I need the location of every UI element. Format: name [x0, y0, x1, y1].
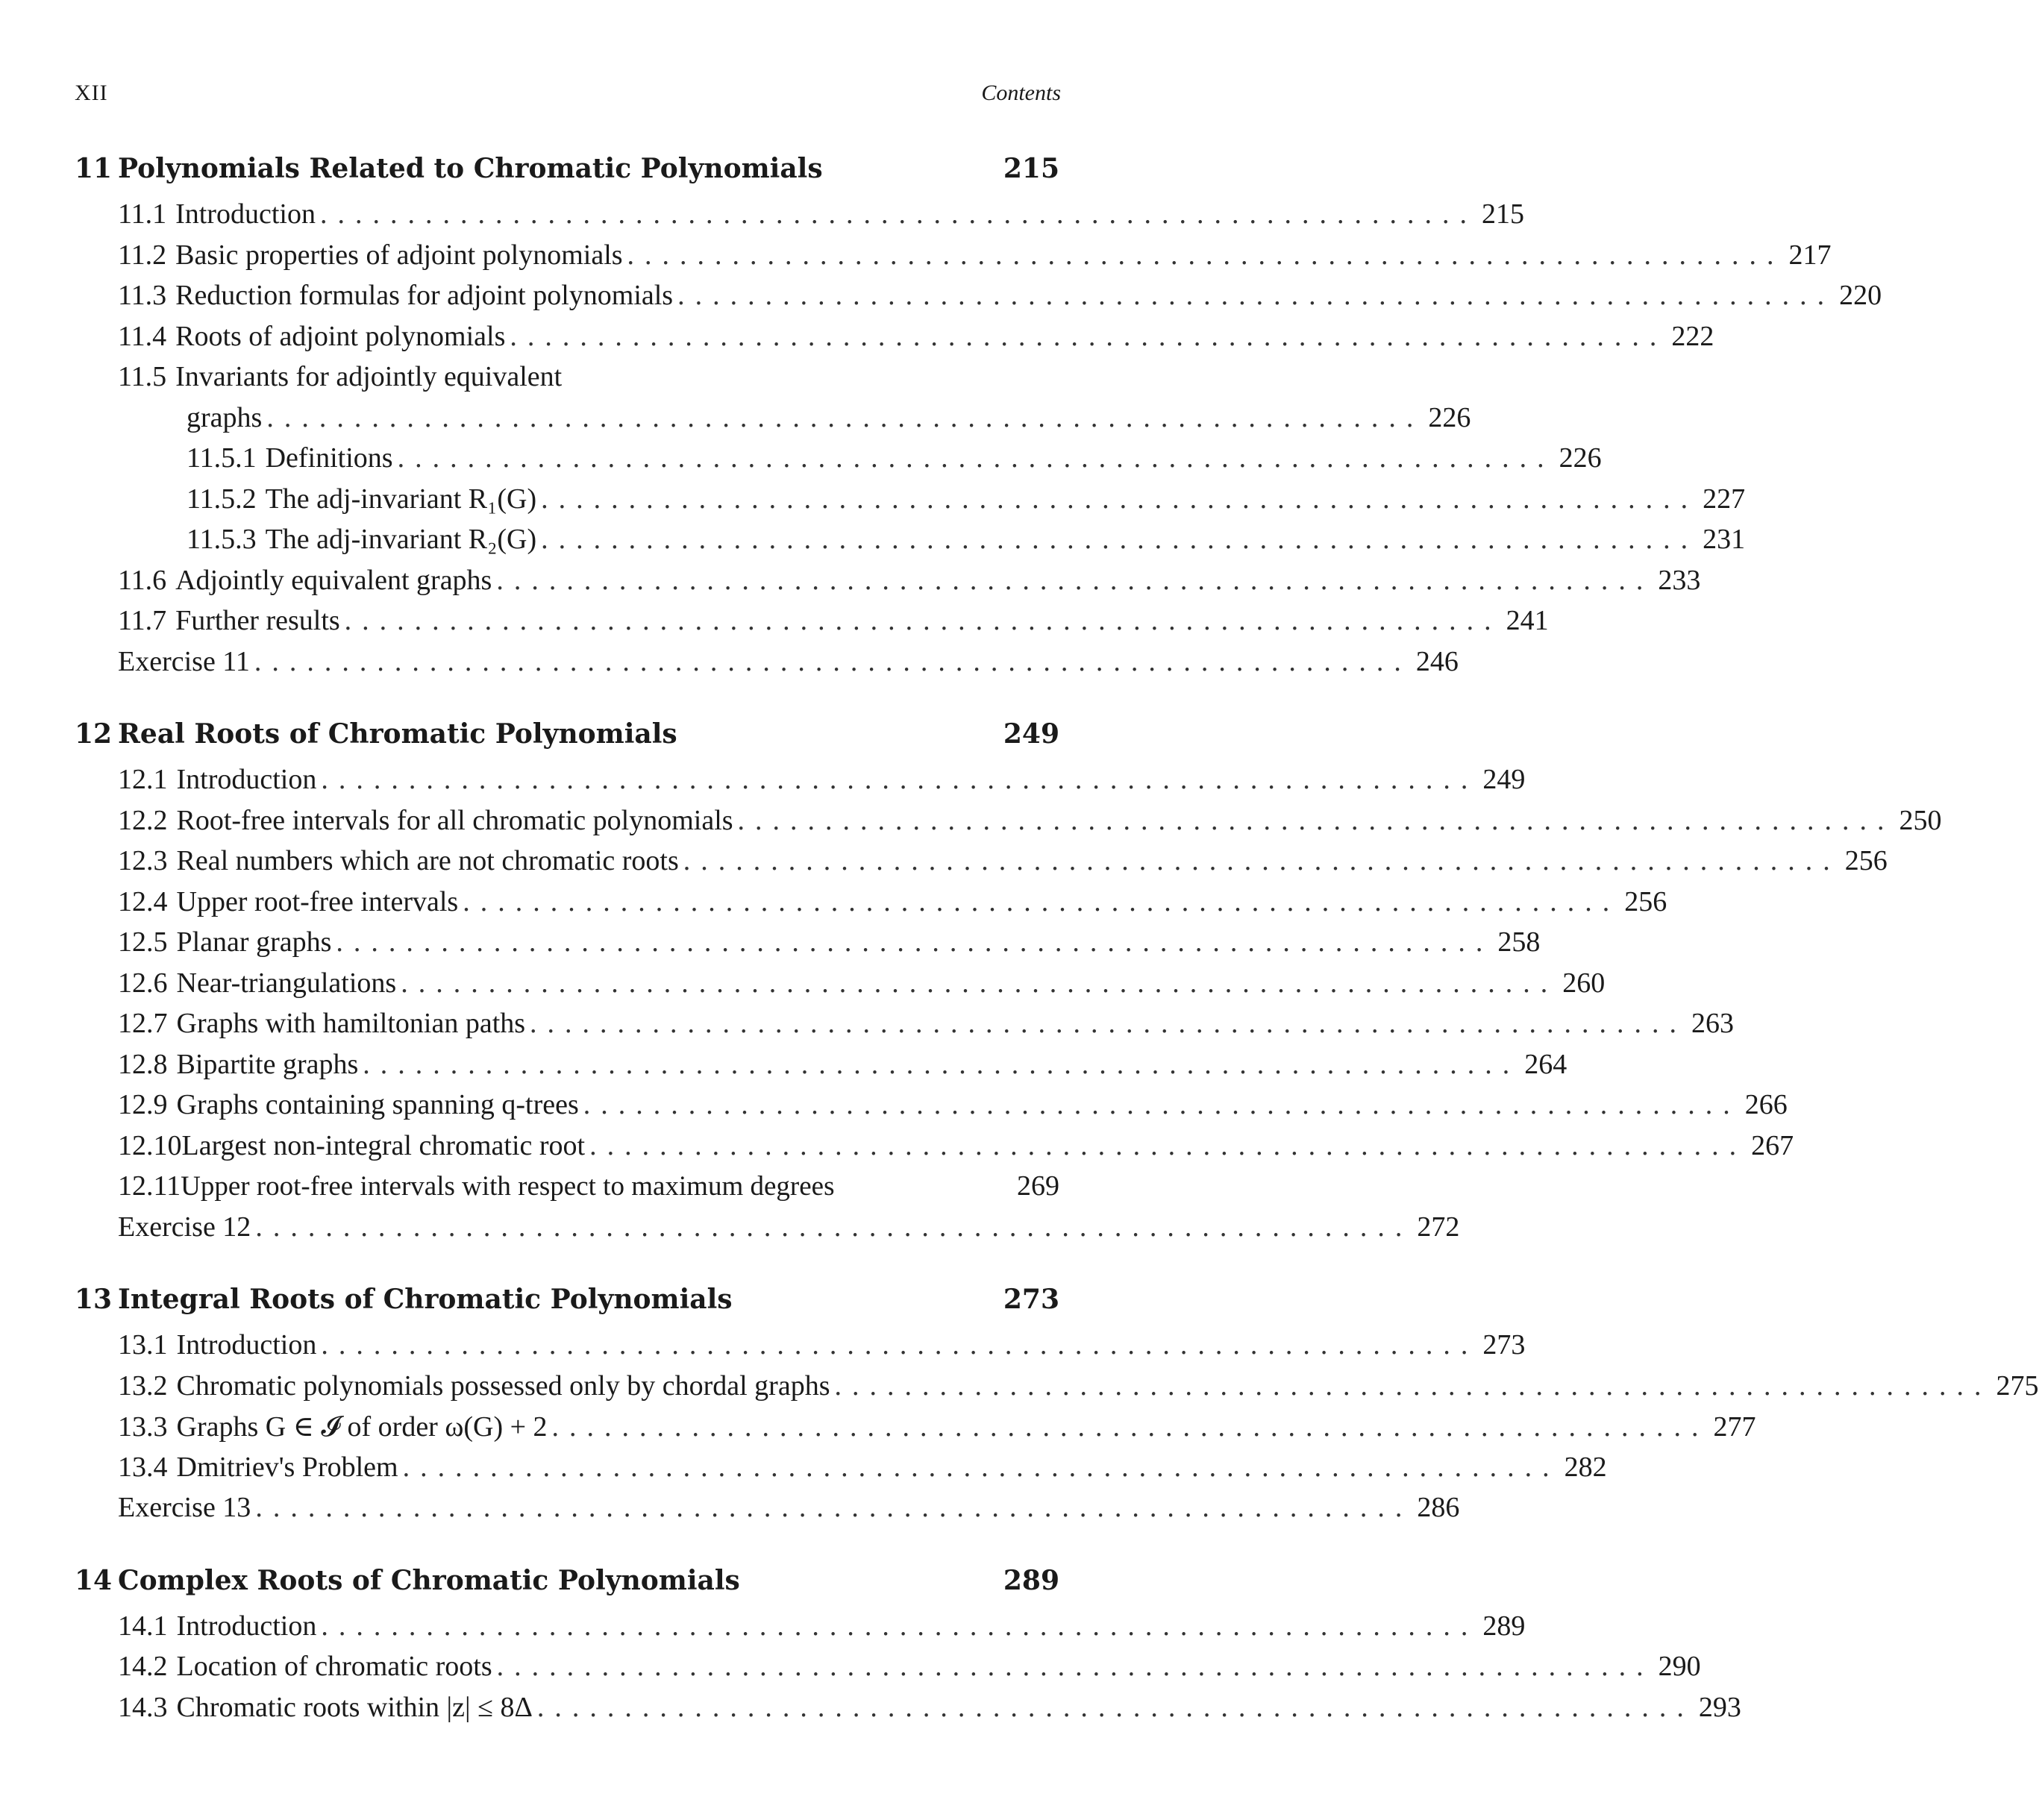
toc-entry[interactable]	[75, 1410, 1756, 1451]
section-page: 290	[1658, 1651, 1701, 1682]
toc-subentry[interactable]	[75, 442, 1602, 483]
section-title: Invariants for adjointly equivalent	[175, 361, 563, 392]
chapter-page: 249	[1003, 718, 1059, 750]
dot-leader: ..................................................................	[510, 320, 1667, 352]
chapter-title: Polynomials Related to Chromatic Polynomials	[118, 153, 823, 184]
section-number: 11.4	[118, 320, 167, 352]
toc-entry-continuation[interactable]	[75, 401, 1471, 442]
section-page: 217	[1788, 239, 1832, 271]
exercise-page: 246	[1415, 645, 1459, 677]
section-number: 14.3	[118, 1691, 168, 1723]
section-page: 273	[1482, 1329, 1526, 1361]
chapter-page: 273	[1003, 1284, 1059, 1315]
subsection-page: 231	[1703, 524, 1746, 555]
toc-exercise-entry[interactable]	[75, 1491, 1460, 1532]
dot-leader: ..................................................................	[541, 524, 1699, 555]
section-page: 233	[1658, 564, 1701, 596]
section-title: Bipartite graphs	[176, 1048, 359, 1080]
section-title: Real numbers which are not chromatic roots	[176, 845, 679, 876]
section-title: Further results	[175, 605, 340, 636]
section-title: Introduction	[175, 198, 316, 230]
chapter-number: 11	[75, 153, 113, 184]
section-number: 14.1	[118, 1610, 168, 1642]
toc-entry[interactable]	[75, 1369, 2039, 1410]
subsection-title: The adj-invariant R₂(G)	[265, 524, 537, 555]
section-title: Largest non-integral chromatic root	[181, 1129, 586, 1161]
section-page: 293	[1698, 1691, 1741, 1723]
dot-leader: ..................................................................	[336, 926, 1494, 958]
chapter-heading[interactable]	[75, 1565, 1059, 1610]
section-title: Planar graphs	[176, 926, 332, 958]
toc-exercise-entry[interactable]	[75, 645, 1459, 686]
dot-leader: ..................................................................	[677, 280, 1835, 311]
chapter-title: Real Roots of Chromatic Polynomials	[118, 718, 677, 750]
toc-entry[interactable]	[75, 967, 1606, 1008]
section-page: 264	[1524, 1048, 1567, 1080]
dot-leader: ..................................................................	[266, 401, 1424, 433]
section-title: Reduction formulas for adjoint polynomials	[175, 280, 674, 311]
section-title: Near-triangulations	[176, 967, 397, 999]
section-number: 12.4	[118, 885, 168, 917]
dot-leader: ..................................................................	[737, 804, 1895, 836]
section-title: Chromatic roots within |z| ≤ 8Δ	[176, 1691, 533, 1723]
section-page: 241	[1506, 605, 1549, 636]
dot-leader: ..................................................................	[551, 1411, 1709, 1443]
table-of-contents	[75, 153, 2039, 1764]
chapter-number: 14	[75, 1564, 113, 1596]
section-title: Introduction	[176, 1610, 317, 1642]
toc-entry[interactable]	[75, 926, 1541, 967]
toc-entry[interactable]	[75, 564, 1701, 605]
section-title: Roots of adjoint polynomials	[175, 320, 506, 352]
chapter-title: Integral Roots of Chromatic Polynomials	[118, 1284, 733, 1315]
toc-entry[interactable]	[75, 1088, 1788, 1129]
chapter-11	[75, 153, 1882, 685]
dot-leader: ..................................................................	[321, 1329, 1479, 1361]
dot-leader: ..................................................................	[536, 1691, 1694, 1723]
toc-entry[interactable]	[75, 763, 1526, 804]
section-title: Dmitriev's Problem	[176, 1451, 398, 1483]
section-page: 215	[1481, 198, 1524, 230]
section-number: 13.3	[118, 1411, 168, 1443]
subsection-number: 11.5.3	[187, 524, 257, 555]
toc-entry[interactable]	[75, 198, 1524, 239]
toc-subentry[interactable]	[75, 523, 1746, 564]
chapter-page: 215	[1003, 153, 1059, 184]
section-number: 13.4	[118, 1451, 168, 1483]
chapter-page: 289	[1003, 1564, 1059, 1596]
dot-leader: ..................................................................	[319, 198, 1477, 230]
page-folio: XII	[75, 81, 108, 105]
section-page: 256	[1844, 845, 1888, 876]
section-number: 11.6	[118, 564, 167, 596]
section-number: 12.2	[118, 804, 168, 836]
section-page: 249	[1482, 764, 1526, 795]
section-page: 289	[1482, 1610, 1526, 1642]
dot-leader: ..................................................................	[321, 764, 1479, 795]
section-page: 258	[1497, 926, 1541, 958]
subsection-page: 227	[1703, 483, 1746, 515]
section-number: 13.1	[118, 1329, 168, 1361]
section-title: Graphs G ∈ 𝓘 of order ω(G) + 2	[176, 1411, 548, 1443]
section-page: 277	[1713, 1411, 1756, 1443]
section-number: 12.10	[118, 1129, 182, 1161]
chapter-heading[interactable]	[75, 1284, 1059, 1328]
chapter-heading[interactable]	[75, 153, 1059, 198]
section-number: 12.5	[118, 926, 168, 958]
toc-entry[interactable]	[75, 1170, 1059, 1211]
section-page: 263	[1691, 1008, 1735, 1039]
section-title: Chromatic polynomials possessed only by chordal graphs	[176, 1369, 830, 1402]
chapter-heading[interactable]	[75, 718, 1059, 763]
toc-entry[interactable]	[75, 1691, 1741, 1732]
section-page: 220	[1839, 280, 1882, 311]
section-title: Upper root-free intervals	[176, 885, 459, 917]
dot-leader: ..................................................................	[463, 885, 1620, 917]
section-page: 267	[1751, 1129, 1794, 1161]
dot-leader: ..................................................................	[530, 1008, 1688, 1039]
toc-subentry[interactable]	[75, 483, 1746, 524]
section-title: graphs	[187, 401, 263, 433]
subsection-page: 226	[1559, 442, 1602, 474]
dot-leader: ..................................................................	[627, 239, 1785, 271]
exercise-page: 272	[1417, 1211, 1460, 1243]
toc-entry[interactable]	[75, 239, 1832, 280]
section-page: 256	[1624, 885, 1667, 917]
dot-leader: ..................................................................	[255, 1211, 1413, 1243]
section-page: 266	[1744, 1089, 1788, 1120]
section-title: Upper root-free intervals with respect to maximum degrees	[181, 1171, 835, 1202]
subsection-number: 11.5.1	[187, 442, 257, 474]
section-page: 222	[1671, 320, 1714, 352]
dot-leader: ..................................................................	[254, 645, 1412, 677]
section-number: 12.1	[118, 764, 168, 795]
dot-leader: ..................................................................	[496, 564, 1654, 596]
section-number: 11.3	[118, 280, 167, 311]
exercise-title: Exercise 11	[118, 645, 250, 677]
section-number: 12.9	[118, 1089, 168, 1120]
section-number: 12.11	[118, 1170, 181, 1202]
section-number: 12.6	[118, 967, 168, 999]
dot-leader: ..................................................................	[363, 1048, 1520, 1080]
section-number: 11.7	[118, 605, 167, 636]
toc-entry[interactable]	[75, 1451, 1607, 1492]
dot-leader: ..................................................................	[589, 1129, 1747, 1161]
section-page: 226	[1428, 401, 1471, 433]
section-title: Location of chromatic roots	[176, 1651, 492, 1682]
page-header	[75, 81, 1061, 106]
section-number: 12.8	[118, 1048, 168, 1080]
section-number: 13.2	[118, 1369, 168, 1402]
section-title: Basic properties of adjoint polynomials	[175, 239, 623, 271]
subsection-number: 11.5.2	[187, 483, 257, 515]
section-title: Graphs with hamiltonian paths	[176, 1008, 526, 1039]
section-number: 11.2	[118, 239, 167, 271]
subsection-title: Definitions	[265, 442, 393, 474]
section-number: 12.3	[118, 845, 168, 876]
toc-entry[interactable]	[75, 360, 1059, 401]
section-title: Introduction	[176, 764, 317, 795]
chapter-title: Complex Roots of Chromatic Polynomials	[118, 1564, 740, 1596]
section-title: Introduction	[176, 1329, 317, 1361]
subsection-title: The adj-invariant R₁(G)	[265, 483, 537, 515]
dot-leader: ..................................................................	[255, 1492, 1413, 1523]
section-title: Graphs containing spanning q-trees	[176, 1089, 579, 1120]
dot-leader: ..................................................................	[321, 1610, 1479, 1642]
section-title: Adjointly equivalent graphs	[175, 564, 492, 596]
dot-leader: ..................................................................	[397, 442, 1555, 474]
toc-entry[interactable]	[75, 1007, 1735, 1048]
chapter-number: 13	[75, 1284, 113, 1315]
running-title: Contents	[981, 81, 1061, 105]
chapter-13	[75, 1284, 2039, 1532]
dot-leader: ..................................................................	[541, 483, 1699, 515]
exercise-page: 286	[1417, 1492, 1460, 1523]
section-number: 11.1	[118, 198, 167, 230]
section-number: 14.2	[118, 1651, 168, 1682]
toc-entry[interactable]	[75, 1650, 1701, 1691]
toc-exercise-entry[interactable]	[75, 1211, 1460, 1252]
toc-entry[interactable]	[75, 804, 1942, 845]
section-title: Root-free intervals for all chromatic polynomials	[176, 804, 733, 836]
dot-leader: ..................................................................	[401, 967, 1559, 999]
toc-entry[interactable]	[75, 1328, 1526, 1369]
section-page: 282	[1564, 1451, 1607, 1483]
toc-entry[interactable]	[75, 1048, 1567, 1089]
exercise-title: Exercise 12	[118, 1211, 251, 1243]
exercise-title: Exercise 13	[118, 1492, 251, 1523]
dot-leader: ..................................................................	[496, 1651, 1654, 1682]
section-page: 275	[1996, 1369, 2039, 1402]
dot-leader: ..................................................................	[344, 605, 1502, 636]
section-number: 12.7	[118, 1008, 168, 1039]
toc-entry[interactable]	[75, 844, 1888, 885]
toc-entry[interactable]	[75, 279, 1882, 320]
chapter-12	[75, 718, 1942, 1251]
toc-entry[interactable]	[75, 320, 1714, 361]
section-page: 250	[1899, 804, 1942, 836]
toc-entry[interactable]	[75, 604, 1549, 645]
section-number: 11.5	[118, 361, 167, 392]
toc-entry[interactable]	[75, 1610, 1526, 1651]
dot-leader: ..................................................................	[402, 1451, 1560, 1483]
chapter-14	[75, 1564, 1741, 1732]
section-page: 269	[1017, 1170, 1059, 1202]
dot-leader: ..................................................................	[834, 1369, 1992, 1402]
toc-entry[interactable]	[75, 885, 1667, 926]
dot-leader: ..................................................................	[683, 845, 1841, 876]
chapter-number: 12	[75, 718, 113, 750]
toc-entry[interactable]	[75, 1129, 1794, 1170]
dot-leader: ..................................................................	[583, 1089, 1741, 1120]
section-page: 260	[1562, 967, 1606, 999]
